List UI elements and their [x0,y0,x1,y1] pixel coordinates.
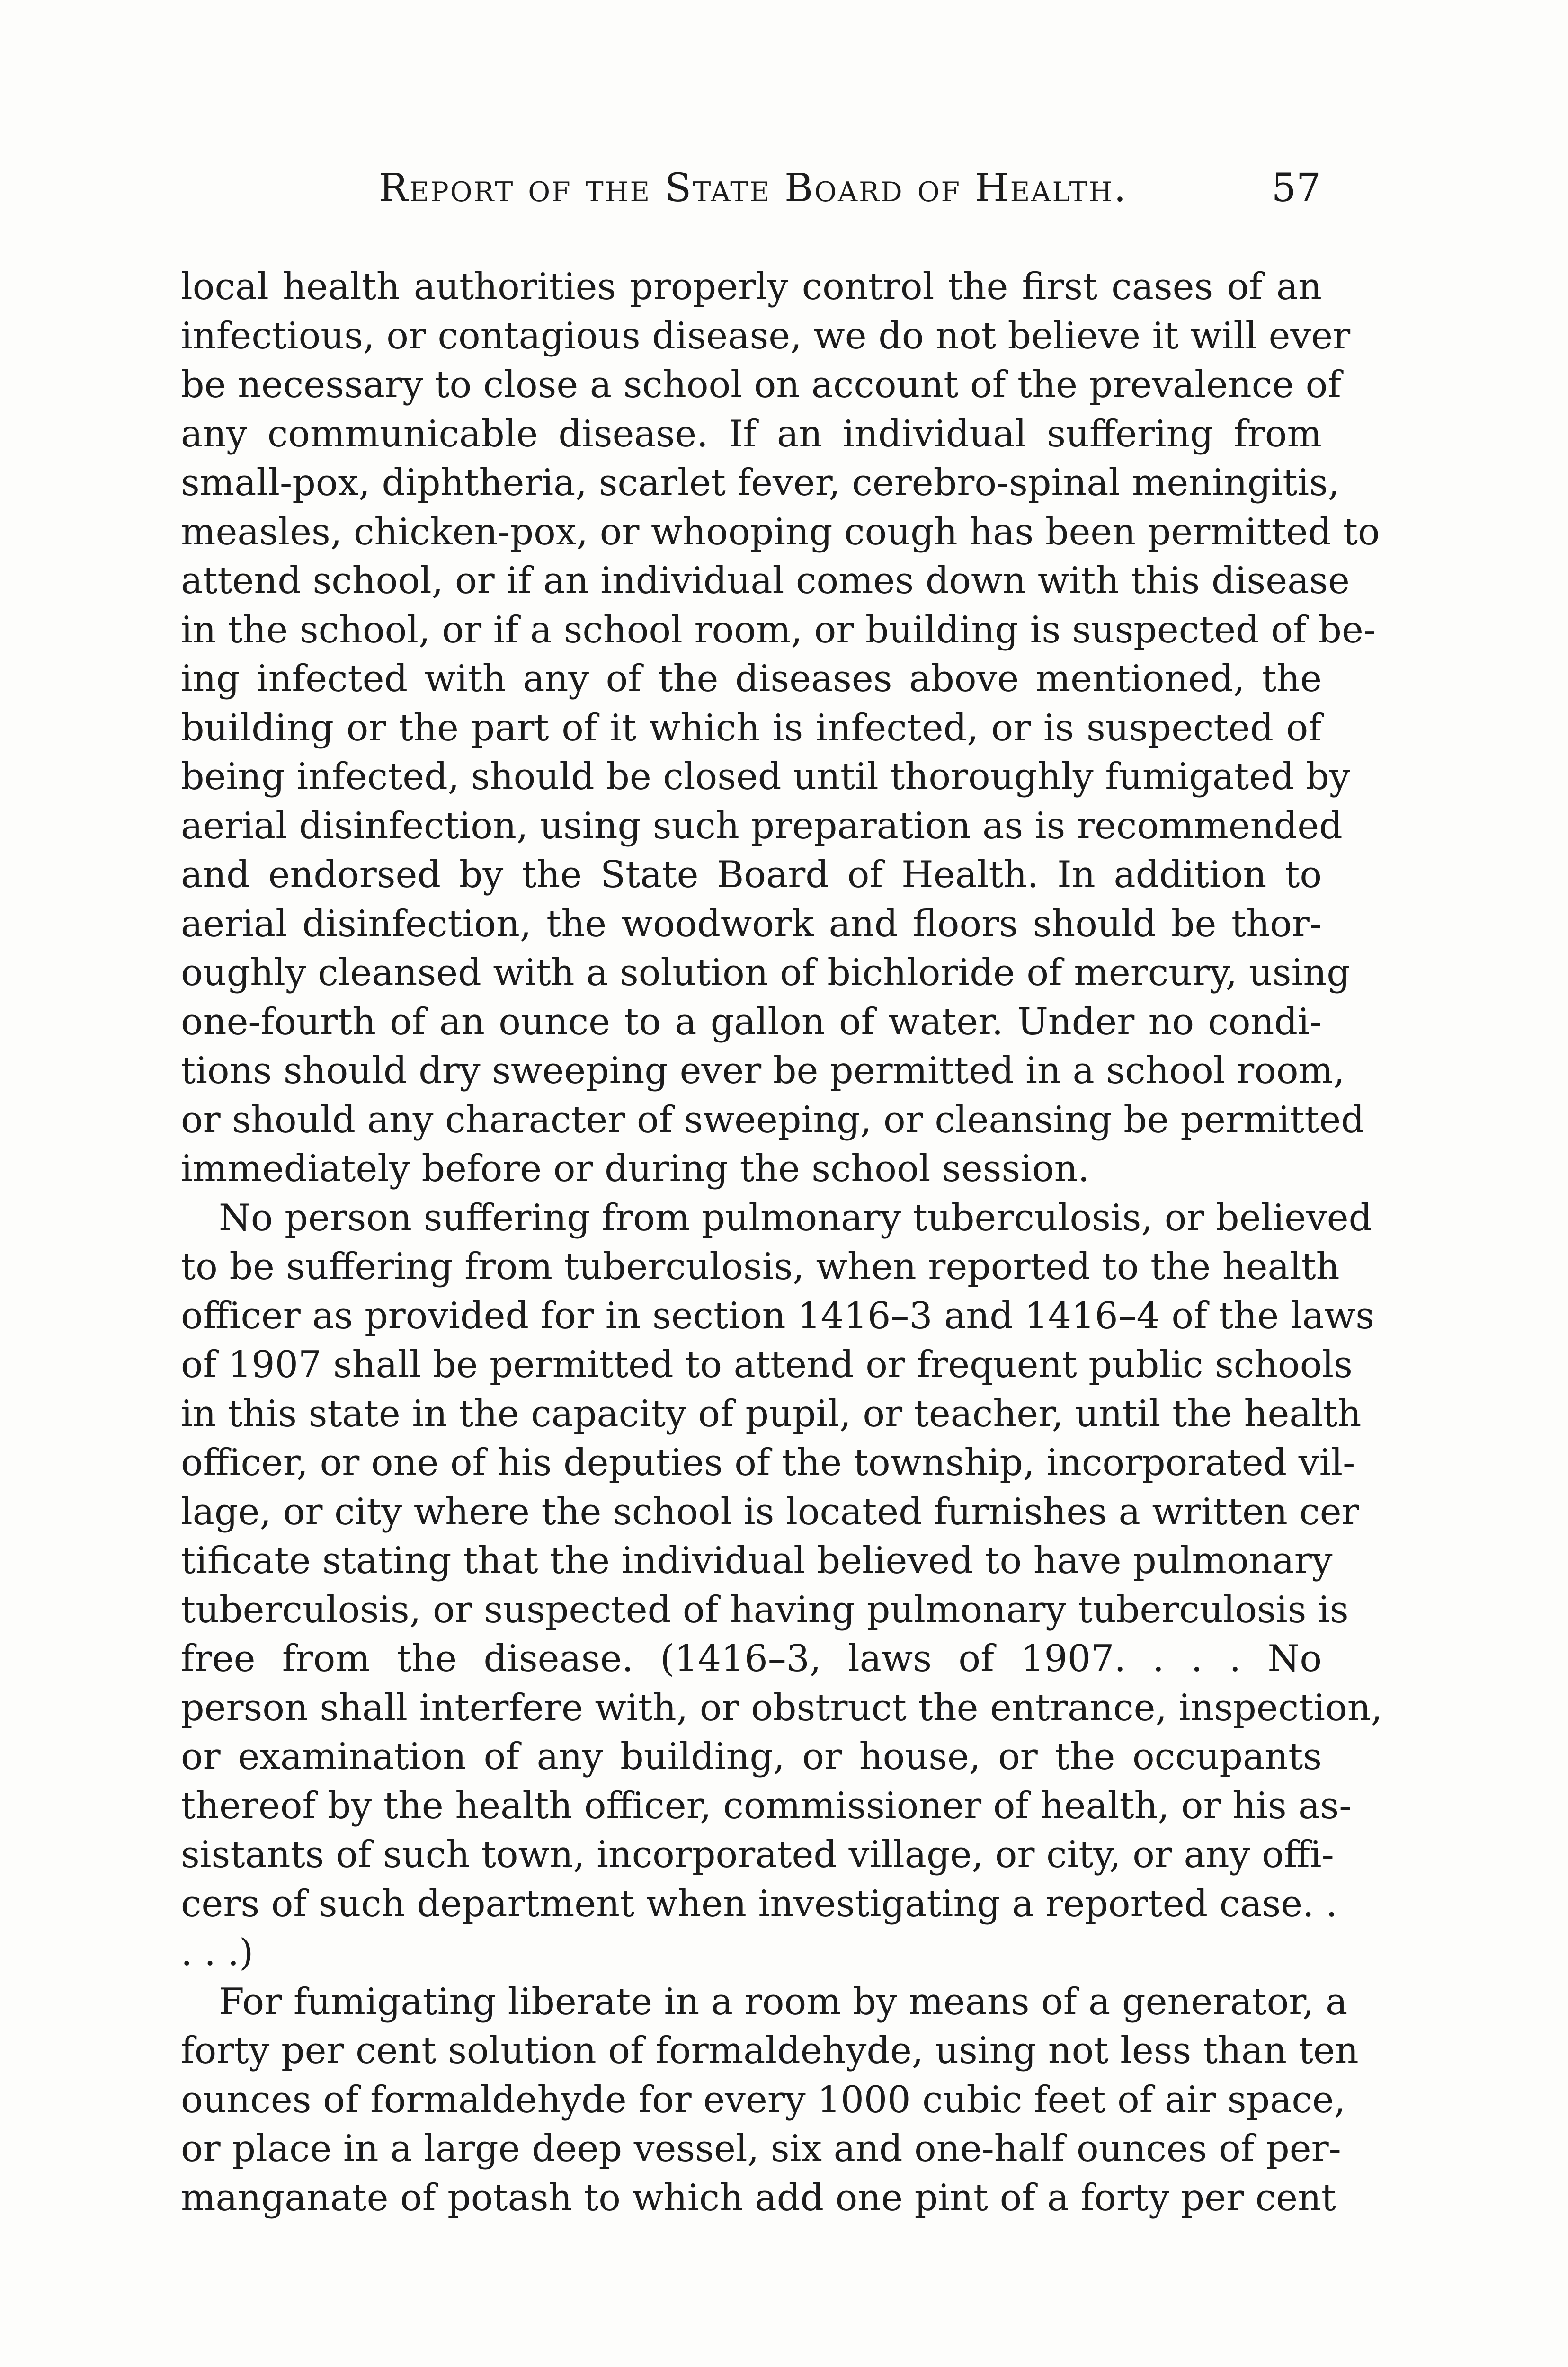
text-line: or examination of any building, or house, or the occupants [181,1735,1322,1778]
text-line: person shall interfere with, or obstruct the entrance, inspection, [181,1686,1383,1729]
text-line: infectious, or contagious disease, we do not believe it will ever [181,314,1351,357]
text-line: one-fourth of an ounce to a gallon of water. Under no condi- [181,1000,1322,1043]
text-line: being infected, should be closed until thoroughly fumigated by [181,756,1350,798]
text-line: and endorsed by the State Board of Health. In addition to [181,854,1322,896]
text-line: be necessary to close a school on account of the prevalence of [181,364,1341,406]
text-line: measles, chicken-pox, or whooping cough has been permitted to [181,510,1380,553]
text-line: immediately before or during the school session. [181,1148,1090,1190]
text-line: oughly cleansed with a solution of bichloride of mercury, using [181,952,1350,994]
text-line: aerial disinfection, using such preparation as is recommended [181,804,1343,847]
text-line: free from the disease. (1416–3, laws of 1907. . . . No [181,1637,1322,1680]
text-line: For fumigating liberate in a room by means of a generator, a [219,1980,1348,2023]
text-line: officer, or one of his deputies of the township, incorporated vil- [181,1442,1355,1484]
text-line: officer as provided for in section 1416–3 and 1416–4 of the laws [181,1294,1375,1337]
text-line: . . .) [181,1931,254,1974]
text-line: in this state in the capacity of pupil, or teacher, until the health [181,1392,1362,1435]
text-line: ounces of formaldehyde for every 1000 cubic feet of air space, [181,2078,1346,2121]
text-line: sistants of such town, incorporated village, or city, or any offi- [181,1833,1334,1876]
text-line: cers of such department when investigating a reported case. . [181,1882,1337,1925]
paragraph [181,1194,1383,1978]
text-line: ing infected with any of the diseases above mentioned, the [181,658,1322,700]
running-head: Report of the State Board of Health. [379,166,1128,211]
text-line: of 1907 shall be permitted to attend or frequent public schools [181,1344,1353,1386]
text-line: building or the part of it which is infected, or is suspected of [181,706,1322,749]
paragraph [181,263,1380,1194]
text-line: No person suffering from pulmonary tuberculosis, or believed [219,1196,1372,1239]
text-line: or place in a large deep vessel, six and one-half ounces of per- [181,2127,1341,2170]
page-header [180,166,1321,222]
page-number: 57 [1271,166,1321,211]
text-line: tuberculosis, or suspected of having pulmonary tuberculosis is [181,1588,1349,1631]
paragraph [181,1978,1359,2223]
text-line: aerial disinfection, the woodwork and floors should be thor- [181,902,1322,945]
text-line: to be suffering from tuberculosis, when reported to the health [181,1246,1340,1288]
text-line: in the school, or if a school room, or building is suspected of be- [181,608,1376,651]
text-line: attend school, or if an individual comes down with this disease [181,560,1350,602]
text-line: or should any character of sweeping, or cleansing be permitted [181,1098,1364,1141]
text-line: tions should dry sweeping ever be permitted in a school room, [181,1050,1345,1092]
body-text [181,263,1383,2223]
text-line: lage, or city where the school is located furnishes a written cer [181,1490,1359,1533]
text-line: forty per cent solution of formaldehyde, using not less than ten [181,2029,1359,2072]
text-line: tificate stating that the individual believed to have pulmonary [181,1539,1333,1582]
text-line: small-pox, diphtheria, scarlet fever, cerebro-spinal meningitis, [181,462,1340,504]
text-line: local health authorities properly control the first cases of an [181,266,1322,308]
text-line: thereof by the health officer, commissioner of health, or his as- [181,1784,1352,1827]
text-line: any communicable disease. If an individual suffering from [181,412,1322,455]
text-line: manganate of potash to which add one pint of a forty per cent [181,2176,1336,2219]
